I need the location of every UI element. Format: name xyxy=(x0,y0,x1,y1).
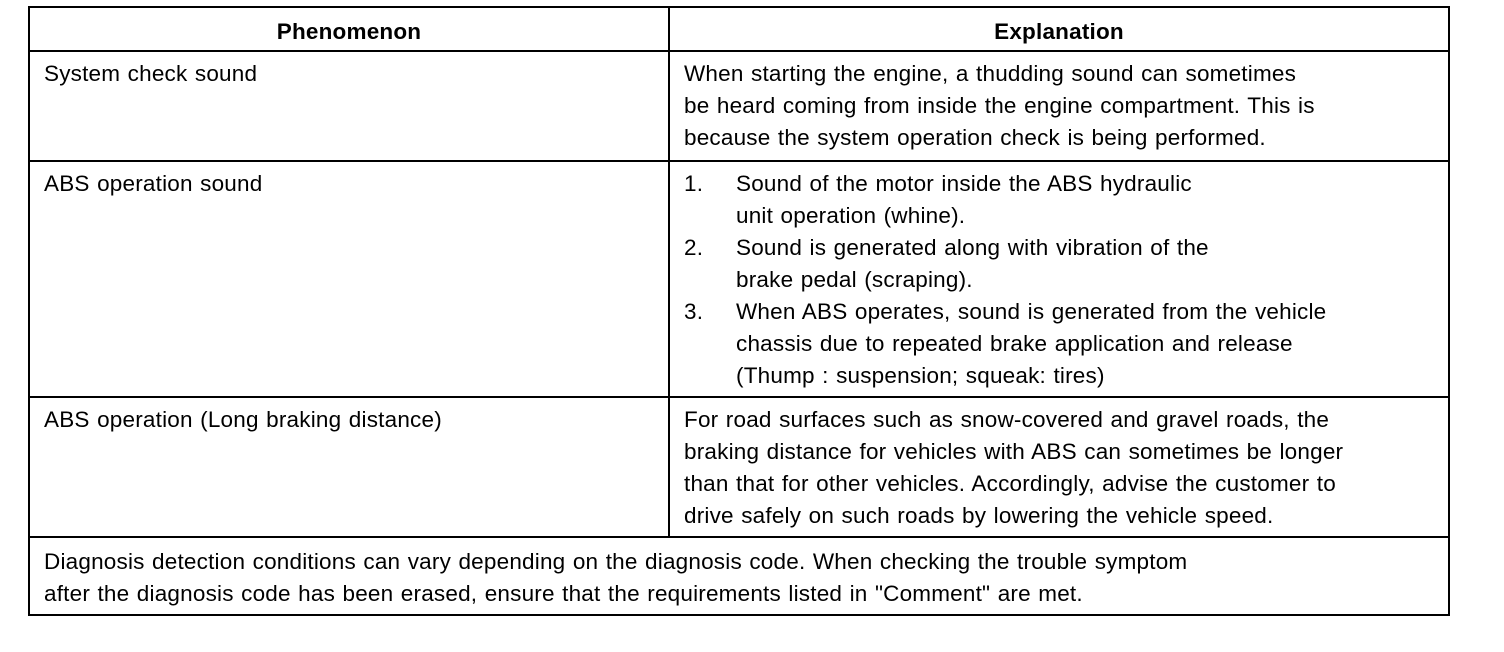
explanation-line: because the system operation check is being performed. xyxy=(684,125,1266,150)
list-line: unit operation (whine). xyxy=(736,203,966,228)
list-line: (Thump : suspension; squeak: tires) xyxy=(736,363,1105,388)
list-line: Sound is generated along with vibration of the xyxy=(736,235,1209,260)
explanation-line: than that for other vehicles. Accordingly, advise the customer to xyxy=(684,471,1336,496)
header-phenomenon: Phenomenon xyxy=(29,7,669,51)
explanation-line: braking distance for vehicles with ABS can sometimes be longer xyxy=(684,439,1344,464)
explanation-line: be heard coming from inside the engine compartment. This is xyxy=(684,93,1315,118)
explanation-list xyxy=(684,168,1436,392)
list-item xyxy=(684,232,1436,296)
list-item xyxy=(684,296,1436,392)
list-text xyxy=(736,296,1436,392)
explanation-line: drive safely on such roads by lowering the vehicle speed. xyxy=(684,503,1274,528)
table-row xyxy=(29,397,1449,537)
explanation-cell xyxy=(669,51,1449,161)
list-line: chassis due to repeated brake application and release xyxy=(736,331,1293,356)
phenomenon-explanation-table xyxy=(28,6,1450,616)
note-line: after the diagnosis code has been erased, ensure that the requirements listed in "Comment" are met. xyxy=(44,581,1083,606)
note-line: Diagnosis detection conditions can vary depending on the diagnosis code. When checking the trouble symptom xyxy=(44,549,1188,574)
list-line: Sound of the motor inside the ABS hydraulic xyxy=(736,171,1192,196)
explanation-line: For road surfaces such as snow-covered and gravel roads, the xyxy=(684,407,1330,432)
header-explanation: Explanation xyxy=(669,7,1449,51)
phenomenon-cell: ABS operation (Long braking distance) xyxy=(29,397,669,537)
phenomenon-cell: System check sound xyxy=(29,51,669,161)
explanation-cell xyxy=(669,397,1449,537)
table-row xyxy=(29,161,1449,397)
list-item xyxy=(684,168,1436,232)
list-number: 2. xyxy=(684,235,704,260)
table-row xyxy=(29,51,1449,161)
explanation-cell xyxy=(669,161,1449,397)
list-line: When ABS operates, sound is generated from the vehicle xyxy=(736,299,1327,324)
list-number: 1. xyxy=(684,171,704,196)
note-row xyxy=(29,537,1449,615)
note-cell xyxy=(29,537,1449,615)
explanation-line: When starting the engine, a thudding sound can sometimes xyxy=(684,61,1297,86)
list-number: 3. xyxy=(684,299,704,324)
table-header-row xyxy=(29,7,1449,51)
list-text xyxy=(736,232,1436,296)
list-text xyxy=(736,168,1436,232)
phenomenon-cell: ABS operation sound xyxy=(29,161,669,397)
list-line: brake pedal (scraping). xyxy=(736,267,973,292)
